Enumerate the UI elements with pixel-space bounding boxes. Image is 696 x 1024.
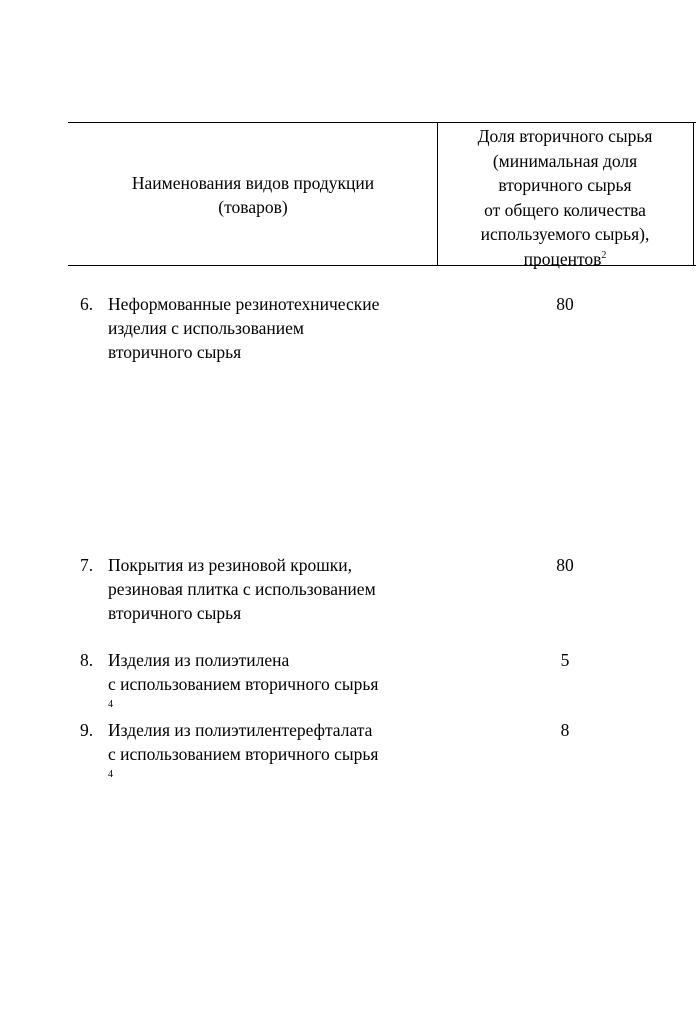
row-number: 6.: [80, 294, 94, 314]
header-recycled-share: [440, 124, 690, 271]
column-divider: [437, 122, 438, 266]
row-product-name: [108, 292, 448, 364]
row-product-name: [108, 718, 448, 790]
row-value: 80: [556, 555, 574, 575]
row-name-line: вторичного сырья: [108, 342, 242, 362]
row-name-line: [108, 742, 448, 790]
footnote-marker: 4: [108, 769, 113, 781]
footnote-marker: 4: [108, 699, 113, 711]
header-col2-line: Доля вторичного сырья: [477, 126, 653, 146]
header-col2-line: используемого сырья),: [480, 224, 650, 244]
header-col2-unit: процентов: [523, 248, 602, 269]
row-value: 5: [560, 650, 570, 670]
row-name-line: вторичного сырья: [108, 603, 242, 623]
row-name-line: Неформованные резинотехнические: [108, 294, 380, 314]
header-col2-line: (минимальная доля: [492, 150, 638, 171]
header-product-names: [70, 171, 436, 219]
row-number: 8.: [80, 650, 94, 670]
header-col2-line: вторичного сырья: [498, 175, 632, 195]
row-name-line: [108, 672, 448, 720]
row-value: 8: [560, 720, 570, 740]
row-name-line: изделия с использованием: [108, 318, 304, 338]
table-top-rule: [68, 122, 696, 123]
row-name-line-text: с использованием вторичного сырья: [108, 744, 379, 764]
header-col1-line: (товаров): [218, 197, 288, 217]
row-name-line: резиновая плитка с использованием: [108, 579, 376, 599]
header-col1-line: Наименования видов продукции: [131, 173, 375, 193]
row-number: 7.: [80, 555, 94, 575]
row-product-name: [108, 553, 448, 625]
footnote-marker: 2: [601, 249, 607, 261]
row-name-line-text: с использованием вторичного сырья: [108, 674, 379, 694]
column-divider-right: [693, 122, 694, 266]
row-name-line: Изделия из полиэтилентерефталата: [108, 720, 373, 740]
row-name-line: Изделия из полиэтилена: [108, 650, 290, 670]
header-col2-line: [440, 247, 690, 272]
row-value: 80: [556, 294, 574, 314]
row-product-name: [108, 648, 448, 720]
header-col2-line: от общего количества: [484, 199, 646, 220]
row-number: 9.: [80, 720, 94, 740]
row-name-line: Покрытия из резиновой крошки,: [108, 555, 352, 575]
